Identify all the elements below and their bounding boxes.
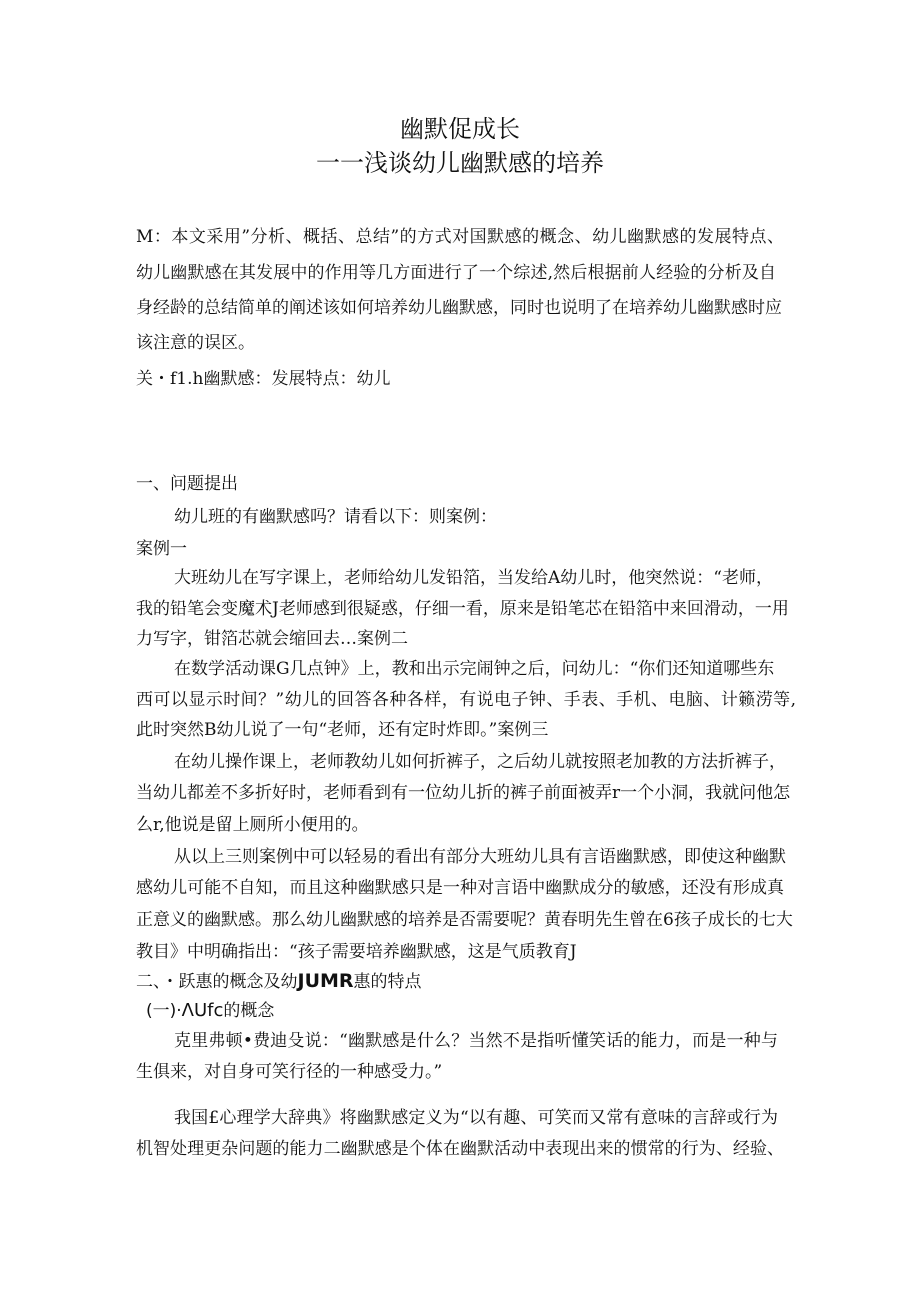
subsection-heading-prefix: (一)· — [146, 1001, 182, 1021]
case-paragraph-line: 我的铅笔会变魔术J老师感到很疑惑，仔细一看，原来是铅笔芯在铅箔中来回滑动，一用 — [136, 599, 789, 619]
document-subtitle: 一一浅谈幼儿幽默感的培养 — [316, 149, 604, 177]
case-paragraph-line: 力写字，钳箔芯就会缩回去…案例二 — [136, 629, 408, 649]
section-heading-2-bold: JUMR — [297, 970, 354, 992]
subsection-heading-code: ΛUfc — [181, 1000, 224, 1021]
section-heading-1: 一、问题提出 — [136, 474, 238, 494]
case-paragraph-line: 大班幼儿在写字课上，老师给幼儿发铅箔，当发给A幼儿时，他突然说：“老师， — [174, 568, 773, 588]
definition-line: 我国£心理学大辞典》将幽默感定义为“以有趣、可笑而又常有意味的言辞或行为 — [174, 1108, 778, 1128]
subsection-heading — [146, 1000, 274, 1022]
case-heading-1: 案例一 — [136, 539, 187, 559]
section-heading-2 — [136, 970, 422, 993]
section-heading-2-prefix: 二、・跃惠的概念及幼 — [136, 972, 298, 992]
case-paragraph-line: 此时突然B幼儿说了一句“老师，还有定时炸即。”案例三 — [136, 720, 549, 740]
section-heading-2-suffix: 惠的特点 — [353, 972, 422, 992]
definition-line: 机智处理更杂问题的能力二幽默感是个体在幽默活动中表现出来的惯常的行为、经验、 — [136, 1139, 784, 1159]
document-title: 幽默促成长 — [400, 115, 520, 143]
keywords: 关・f1.h幽默感：发展特点：幼儿 — [136, 369, 391, 389]
summary-line: 从以上三则案例中可以轻易的看出有部分大班幼儿具有言语幽默感，即使这种幽默 — [174, 847, 786, 867]
quote-line: 克里弗顿•费迪殳说：“幽默感是什么？当然不是指听懂笑话的能力，而是一种与 — [174, 1031, 778, 1051]
case-paragraph-line: 么r,他说是留上厕所小便用的。 — [136, 815, 369, 835]
case-paragraph-line: 当幼儿都差不多折好时，老师看到有一位幼儿折的裤子前面被弄r一个小洞，我就问他怎 — [136, 783, 791, 803]
abstract-line: 身经龄的总结简单的阐述该如何培养幼儿幽默感，同时也说明了在培养幼儿幽默感时应 — [136, 298, 782, 318]
case-paragraph-line: 西可以显示时间？”幼儿的回答各种各样，有说电子钟、手表、手机、电脑、计籁涝等, — [136, 690, 796, 710]
summary-line: 正意义的幽默感。那么幼儿幽默感的培养是否需要呢？黄春明先生曾在6孩子成长的七大 — [136, 910, 793, 930]
case-paragraph-line: 在幼儿操作课上，老师教幼儿如何折裤子，之后幼儿就按照老加教的方法折裤子， — [174, 752, 786, 772]
abstract-line: 幼儿幽默感在其发展中的作用等几方面进行了一个综述,然后根据前人经验的分析及自 — [136, 263, 776, 283]
subsection-heading-suffix: 的概念 — [223, 1001, 275, 1021]
section-intro: 幼儿班的有幽默感吗？请看以下：则案例： — [174, 507, 497, 527]
summary-line: 感幼儿可能不自知，而且这种幽默感只是一种对言语中幽默成分的敏感，还没有形成真 — [136, 878, 784, 898]
quote-line: 生俱来，对自身可笑行径的一种感受力。” — [136, 1062, 443, 1082]
summary-line: 教目》中明确指出：“孩子需要培养幽默感，这是气质教育J — [136, 942, 577, 962]
abstract-line: 该注意的误区。 — [136, 333, 255, 353]
abstract-line: M：本文采用”分析、概括、总结”的方式对国默感的概念、幼儿幽默感的发展特点、 — [136, 227, 784, 247]
case-paragraph-line: 在数学活动课G几点钟》上，教和出示完闹钟之后，问幼儿：“你们还知道哪些东 — [174, 659, 775, 679]
